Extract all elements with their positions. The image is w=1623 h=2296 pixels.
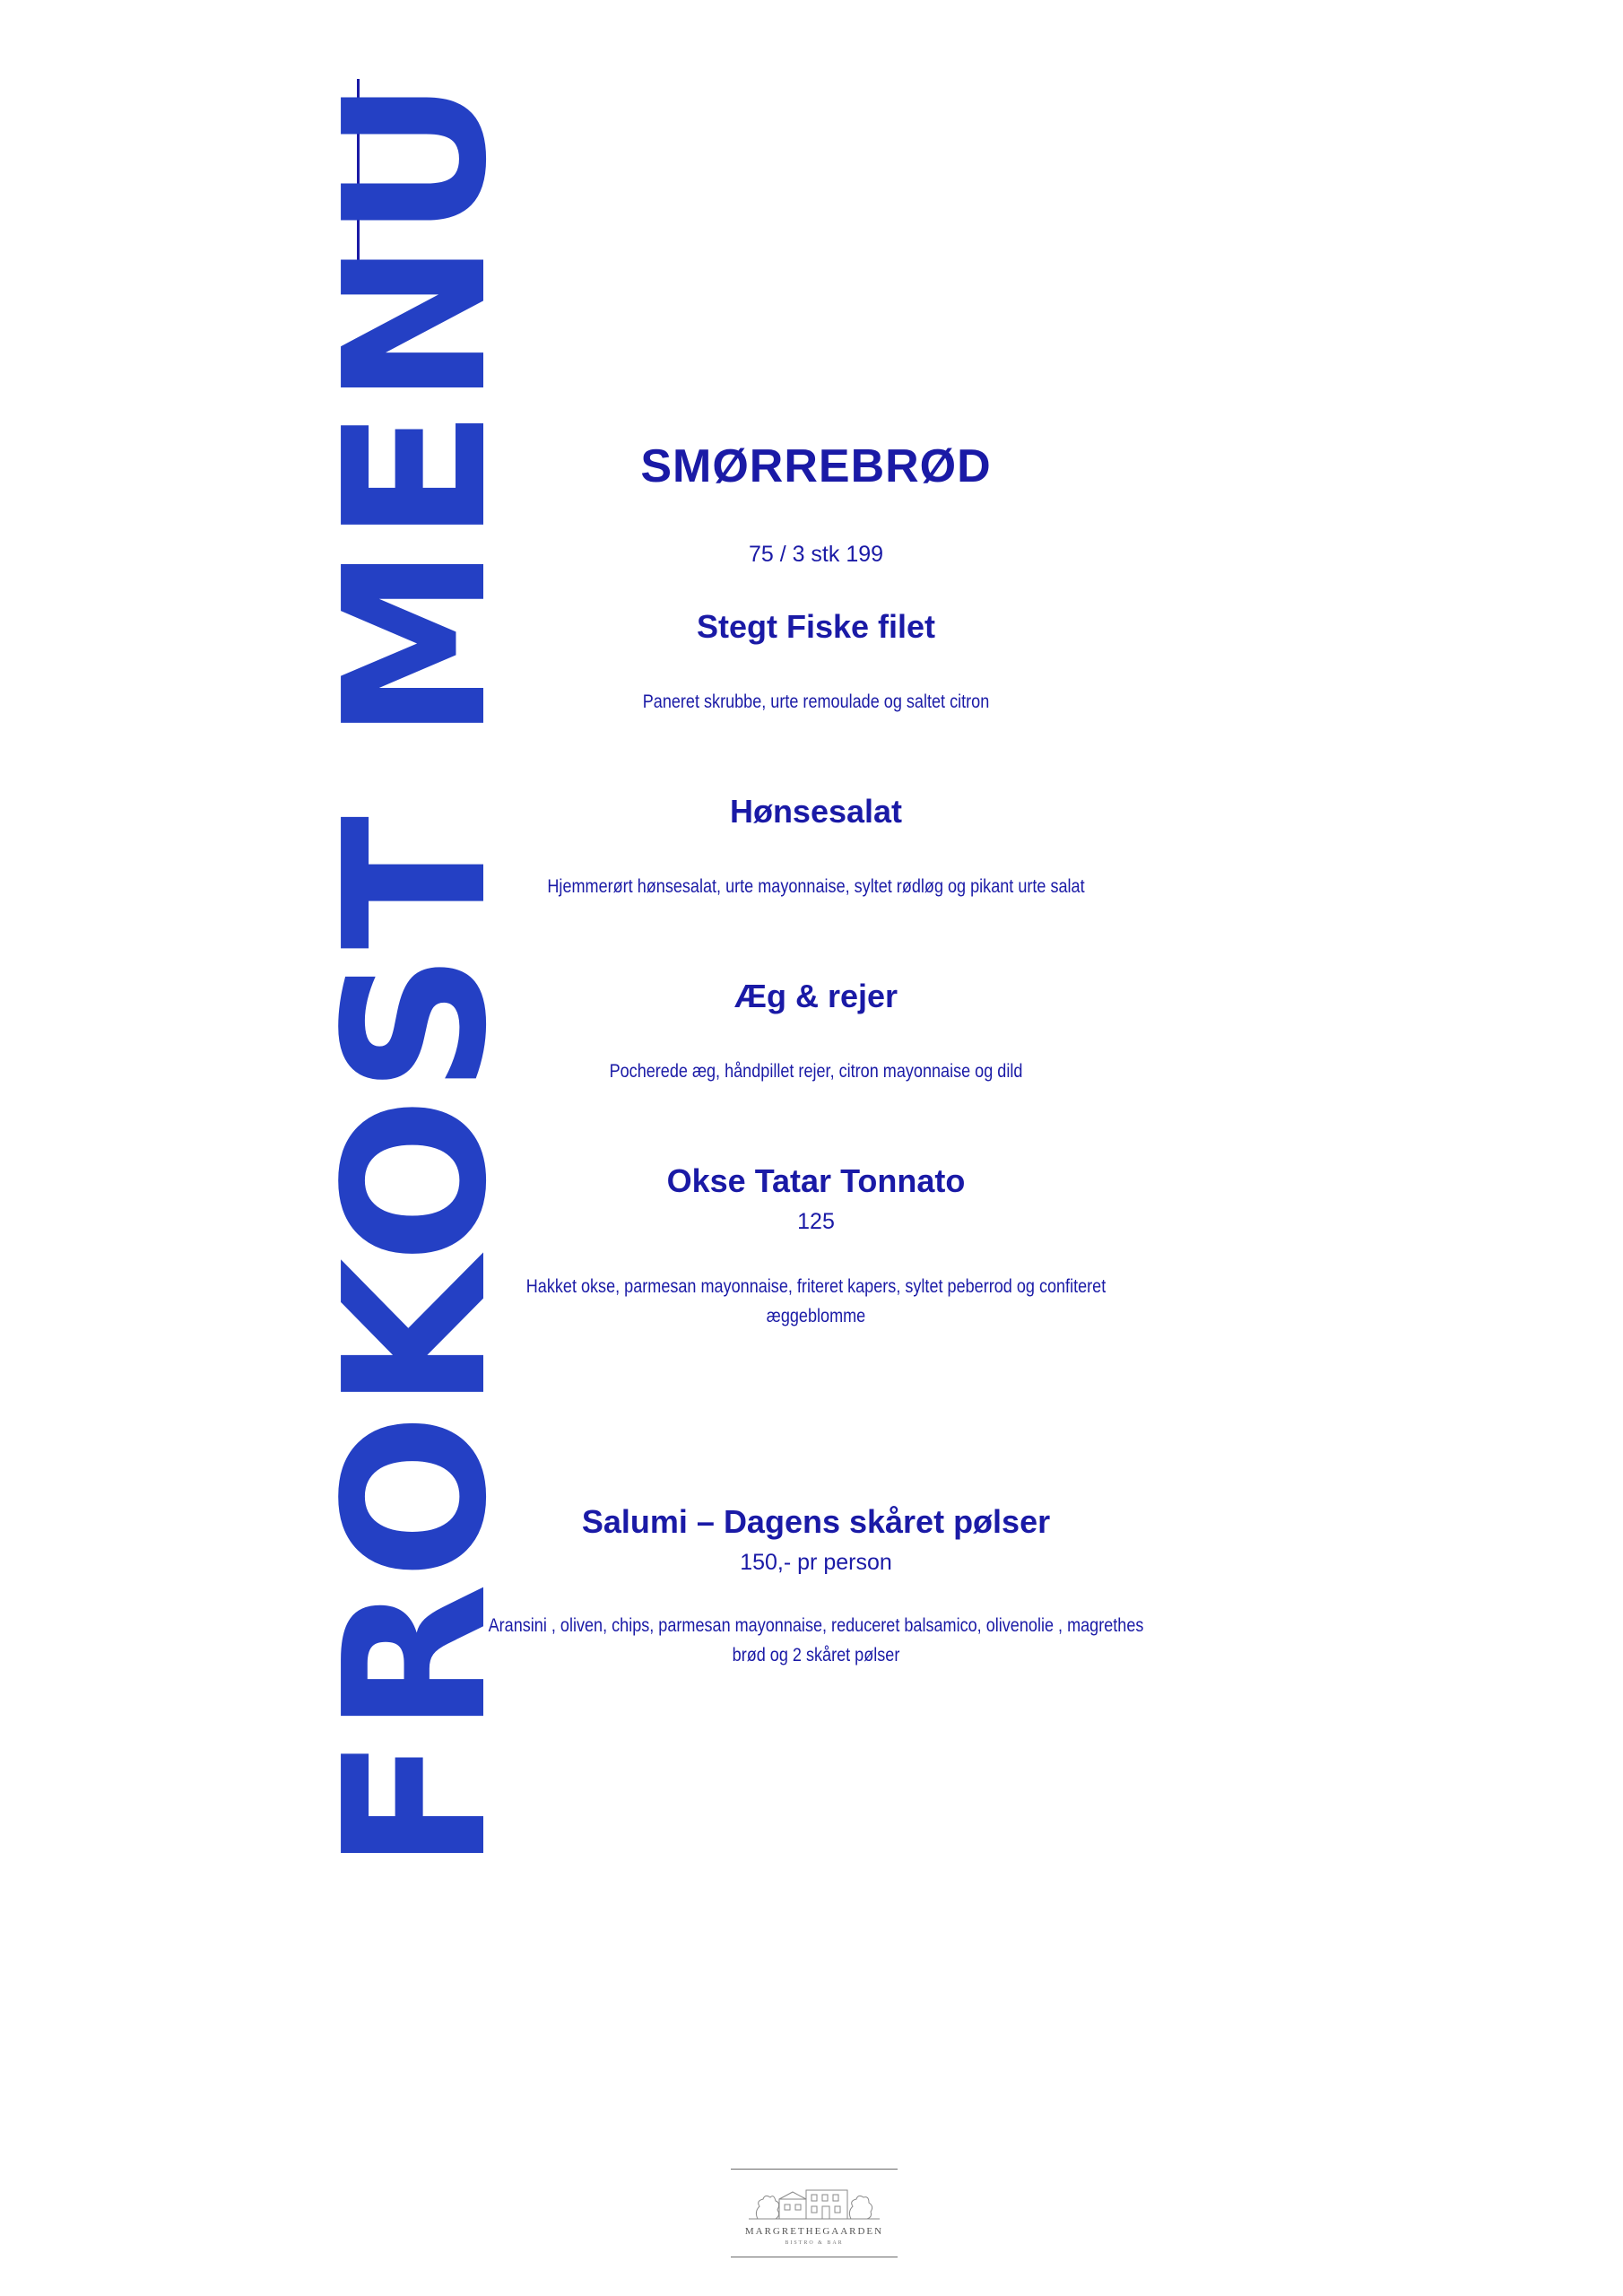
menu-item-name: Stegt Fiske filet [696, 608, 936, 645]
menu-item-description: Hjemmerørt hønsesalat, urte mayonnaise, syltet rødløg og pikant urte salat [547, 876, 1085, 897]
menu-item-name: Okse Tatar Tonnato [666, 1162, 966, 1199]
section-title: SMØRREBRØD [640, 440, 992, 492]
logo-rule-top [731, 2169, 898, 2170]
menu-item-name: Æg & rejer [733, 978, 898, 1014]
menu-item-name: Salumi – Dagens skåret pølser [581, 1503, 1051, 1540]
logo-brand-name: MARGRETHEGAARDEN [744, 2226, 884, 2237]
restaurant-logo [731, 2169, 898, 2258]
menu-item-name: Hønsesalat [729, 793, 903, 830]
menu-item-description: Aransini , oliven, chips, parmesan mayonnaise, reduceret balsamico, olivenolie , magrethes [488, 1615, 1144, 1636]
menu-item-description: Pocherede æg, håndpillet rejer, citron mayonnaise og dild [609, 1061, 1023, 1082]
menu-item-description: Paneret skrubbe, urte remoulade og saltet citron [642, 691, 990, 712]
menu-item-description: brød og 2 skåret pølser [732, 1645, 900, 1665]
page-title-vertical: FROKOST MENU [303, 75, 530, 1871]
building-sketch-icon [749, 2179, 880, 2224]
logo-subtitle: BISTRO & BAR [785, 2240, 844, 2246]
menu-item-price: 150,- pr person [740, 1550, 892, 1575]
menu-item-description: Hakket okse, parmesan mayonnaise, friteret kapers, syltet peberrod og confiteret [525, 1276, 1107, 1297]
section-price: 75 / 3 stk 199 [748, 542, 884, 567]
menu-item-price: 125 [797, 1209, 835, 1234]
menu-item-description: æggeblomme [766, 1306, 866, 1326]
